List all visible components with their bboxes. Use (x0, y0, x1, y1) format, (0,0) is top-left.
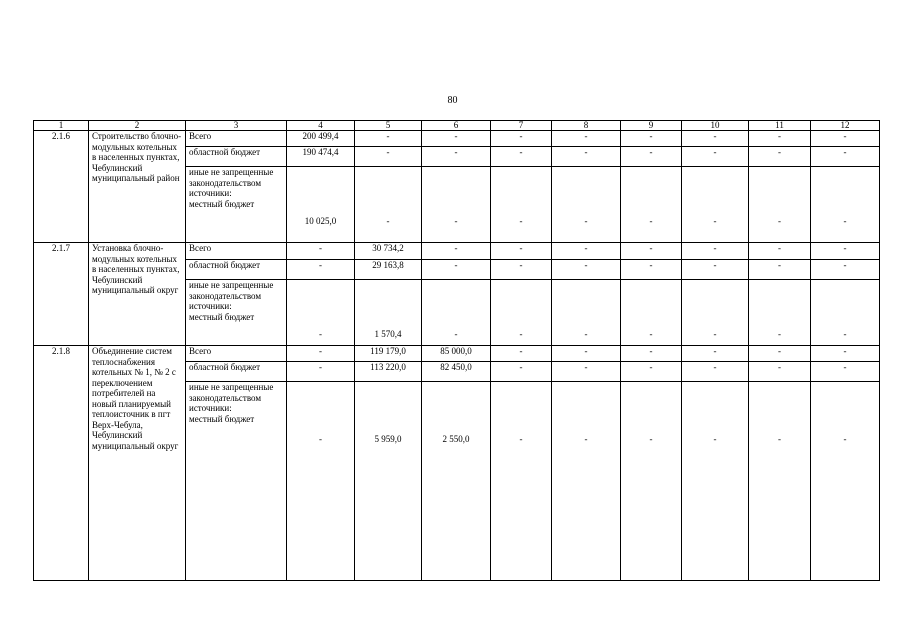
column-number: 9 (621, 121, 682, 131)
funding-source-label: Всего (189, 243, 212, 253)
amount-cell (422, 260, 491, 280)
amount-value: 30 734,2 (372, 243, 404, 253)
amount-cell (287, 280, 355, 346)
amount-value: - (843, 346, 847, 356)
amount-value: - (713, 147, 717, 157)
amount-cell (552, 260, 621, 280)
amount-cell (491, 131, 552, 147)
amount-cell (422, 280, 491, 346)
amount-cell (811, 131, 880, 147)
amount-cell (621, 243, 682, 260)
page-number: 80 (447, 95, 458, 106)
amount-value: - (454, 147, 458, 157)
amount-value: - (713, 362, 717, 372)
amount-cell (682, 131, 749, 147)
amount-cell (552, 280, 621, 346)
amount-cell (682, 346, 749, 362)
amount-cell (287, 382, 355, 581)
column-number: 2 (89, 121, 186, 131)
amount-value: - (319, 243, 322, 253)
amount-value: 10 025,0 (304, 216, 337, 226)
amount-value: - (843, 260, 847, 270)
item-number: 2.1.8 (34, 346, 89, 581)
amount-cell (422, 362, 491, 382)
amount-cell (682, 362, 749, 382)
amount-value: 5 959,0 (374, 434, 402, 444)
amount-cell (422, 131, 491, 147)
amount-value: - (713, 131, 717, 141)
funding-source (186, 280, 287, 346)
amount-value: - (778, 362, 781, 372)
amount-cell (287, 131, 355, 147)
amount-value: - (519, 147, 523, 157)
amount-value: - (649, 434, 653, 444)
amount-value: - (778, 260, 781, 270)
amount-cell (552, 243, 621, 260)
amount-value: - (649, 362, 653, 372)
amount-value: - (584, 346, 588, 356)
amount-cell (491, 362, 552, 382)
funding-source-label: местный бюджет (189, 413, 255, 424)
amount-value: - (778, 131, 781, 141)
amount-value: - (713, 346, 717, 356)
amount-value: - (519, 346, 523, 356)
amount-value: - (649, 147, 653, 157)
amount-value: - (584, 434, 588, 444)
column-number-row (34, 121, 880, 131)
budget-table (33, 120, 880, 581)
amount-value: - (778, 329, 781, 339)
amount-value: 29 163,8 (372, 260, 404, 270)
amount-cell (682, 147, 749, 167)
amount-cell (552, 147, 621, 167)
amount-cell (491, 147, 552, 167)
amount-value: - (843, 434, 847, 444)
amount-cell (355, 260, 422, 280)
amount-value: - (519, 434, 523, 444)
amount-value: - (519, 329, 523, 339)
amount-cell (491, 280, 552, 346)
amount-value: - (649, 131, 653, 141)
amount-cell (682, 382, 749, 581)
item-name: Строительство блочно-модульных котельных в населенных пунктах, Чебулинский муниципальный район (89, 131, 186, 243)
funding-source-label: областной бюджет (189, 147, 261, 157)
amount-value: - (843, 147, 847, 157)
funding-source-note: иные не запрещенные законодательством источники: (189, 280, 274, 311)
amount-cell (287, 346, 355, 362)
amount-value: - (843, 243, 847, 253)
amount-value: - (713, 243, 717, 253)
amount-value: - (778, 147, 781, 157)
amount-value: - (778, 243, 781, 253)
amount-value: - (584, 131, 588, 141)
amount-cell (422, 243, 491, 260)
amount-value: - (713, 216, 717, 226)
amount-value: - (649, 260, 653, 270)
table-row (34, 243, 880, 260)
amount-value: - (386, 147, 390, 157)
item-name: Объединение систем теплоснабжения котельных № 1, № 2 с переключением потребителей на новый планируемый теплоисточник в пгт Верх-Чебула, Чебулинский муниципальный округ (89, 346, 186, 581)
item-name: Установка блочно-модульных котельных в населенных пунктах, Чебулинский муниципальный округ (89, 243, 186, 346)
amount-value: - (386, 216, 390, 226)
amount-value: - (454, 216, 458, 226)
amount-value: - (649, 329, 653, 339)
amount-value: - (584, 147, 588, 157)
column-number: 4 (287, 121, 355, 131)
amount-value: 200 499,4 (302, 131, 339, 141)
amount-value: - (519, 216, 523, 226)
column-number: 10 (682, 121, 749, 131)
amount-cell (621, 362, 682, 382)
column-number: 8 (552, 121, 621, 131)
funding-source (186, 131, 287, 147)
amount-value: - (843, 329, 847, 339)
funding-source-note: иные не запрещенные законодательством источники: (189, 167, 274, 198)
amount-cell (287, 362, 355, 382)
amount-value: - (713, 329, 717, 339)
amount-value: - (519, 131, 523, 141)
amount-value: 2 550,0 (442, 434, 470, 444)
amount-cell (749, 147, 811, 167)
amount-cell (621, 147, 682, 167)
amount-value: - (584, 216, 588, 226)
amount-cell (749, 280, 811, 346)
amount-cell (287, 243, 355, 260)
amount-cell (749, 131, 811, 147)
amount-value: - (584, 329, 588, 339)
amount-cell (621, 131, 682, 147)
amount-cell (621, 167, 682, 243)
amount-cell (287, 147, 355, 167)
amount-cell (552, 382, 621, 581)
amount-value: 85 000,0 (440, 346, 472, 356)
amount-cell (621, 280, 682, 346)
amount-cell (682, 260, 749, 280)
column-number: 12 (811, 121, 880, 131)
amount-value: - (454, 243, 458, 253)
amount-value: - (319, 260, 322, 270)
amount-cell (491, 167, 552, 243)
amount-cell (811, 382, 880, 581)
amount-cell (355, 382, 422, 581)
amount-value: 119 179,0 (370, 346, 406, 356)
amount-cell (422, 147, 491, 167)
amount-value: - (319, 434, 322, 444)
amount-value: - (454, 260, 458, 270)
amount-value: 190 474,4 (302, 147, 339, 157)
amount-cell (422, 346, 491, 362)
amount-value: - (584, 362, 588, 372)
amount-value: - (319, 362, 322, 372)
amount-cell (811, 362, 880, 382)
amount-cell (749, 167, 811, 243)
amount-value: 113 220,0 (370, 362, 406, 372)
amount-value: - (778, 216, 781, 226)
amount-cell (682, 280, 749, 346)
column-number: 11 (749, 121, 811, 131)
amount-cell (621, 382, 682, 581)
item-number: 2.1.7 (34, 243, 89, 346)
amount-cell (749, 243, 811, 260)
amount-value: - (519, 260, 523, 270)
amount-value: - (454, 329, 458, 339)
amount-cell (682, 243, 749, 260)
amount-cell (355, 243, 422, 260)
amount-value: - (843, 362, 847, 372)
funding-source (186, 260, 287, 280)
amount-cell (552, 131, 621, 147)
amount-cell (811, 167, 880, 243)
amount-value: - (649, 243, 653, 253)
funding-source-note: иные не запрещенные законодательством источники: (189, 382, 274, 413)
funding-source-label: местный бюджет (189, 198, 255, 209)
amount-value: - (319, 346, 322, 356)
amount-value: - (778, 434, 781, 444)
amount-cell (749, 362, 811, 382)
funding-source (186, 243, 287, 260)
funding-source (186, 167, 287, 243)
amount-value: - (843, 216, 847, 226)
amount-cell (491, 243, 552, 260)
amount-cell (287, 167, 355, 243)
funding-source (186, 147, 287, 167)
amount-cell (811, 346, 880, 362)
amount-cell (682, 167, 749, 243)
amount-cell (749, 346, 811, 362)
amount-cell (749, 260, 811, 280)
funding-source-label: Всего (189, 131, 212, 141)
funding-source (186, 346, 287, 362)
funding-source-label: областной бюджет (189, 362, 261, 372)
amount-value: - (584, 260, 588, 270)
funding-source-label: Всего (189, 346, 212, 356)
amount-value: - (843, 131, 847, 141)
amount-value: - (519, 243, 523, 253)
amount-cell (621, 260, 682, 280)
amount-value: 1 570,4 (374, 329, 402, 339)
amount-cell (355, 362, 422, 382)
amount-cell (811, 260, 880, 280)
amount-value: - (319, 329, 322, 339)
amount-cell (491, 346, 552, 362)
funding-source-label: местный бюджет (189, 311, 255, 322)
amount-cell (355, 147, 422, 167)
table-row (34, 346, 880, 362)
amount-value: 82 450,0 (440, 362, 472, 372)
amount-value: - (713, 260, 717, 270)
funding-source (186, 362, 287, 382)
amount-cell (552, 346, 621, 362)
column-number: 7 (491, 121, 552, 131)
amount-value: - (584, 243, 588, 253)
funding-source (186, 382, 287, 581)
amount-value: - (519, 362, 523, 372)
column-number: 1 (34, 121, 89, 131)
amount-cell (621, 346, 682, 362)
amount-cell (491, 260, 552, 280)
amount-value: - (713, 434, 717, 444)
funding-source-label: областной бюджет (189, 260, 261, 270)
column-number: 5 (355, 121, 422, 131)
column-number: 6 (422, 121, 491, 131)
item-number: 2.1.6 (34, 131, 89, 243)
amount-cell (422, 167, 491, 243)
table-row (34, 131, 880, 147)
amount-cell (287, 260, 355, 280)
amount-cell (422, 382, 491, 581)
amount-cell (749, 382, 811, 581)
amount-value: - (386, 131, 390, 141)
amount-value: - (454, 131, 458, 141)
amount-cell (811, 243, 880, 260)
amount-cell (811, 147, 880, 167)
amount-cell (552, 362, 621, 382)
amount-cell (355, 280, 422, 346)
amount-value: - (778, 346, 781, 356)
amount-value: - (649, 346, 653, 356)
amount-cell (491, 382, 552, 581)
amount-cell (552, 167, 621, 243)
amount-cell (355, 167, 422, 243)
column-number: 3 (186, 121, 287, 131)
amount-cell (355, 346, 422, 362)
amount-cell (355, 131, 422, 147)
amount-cell (811, 280, 880, 346)
amount-value: - (649, 216, 653, 226)
